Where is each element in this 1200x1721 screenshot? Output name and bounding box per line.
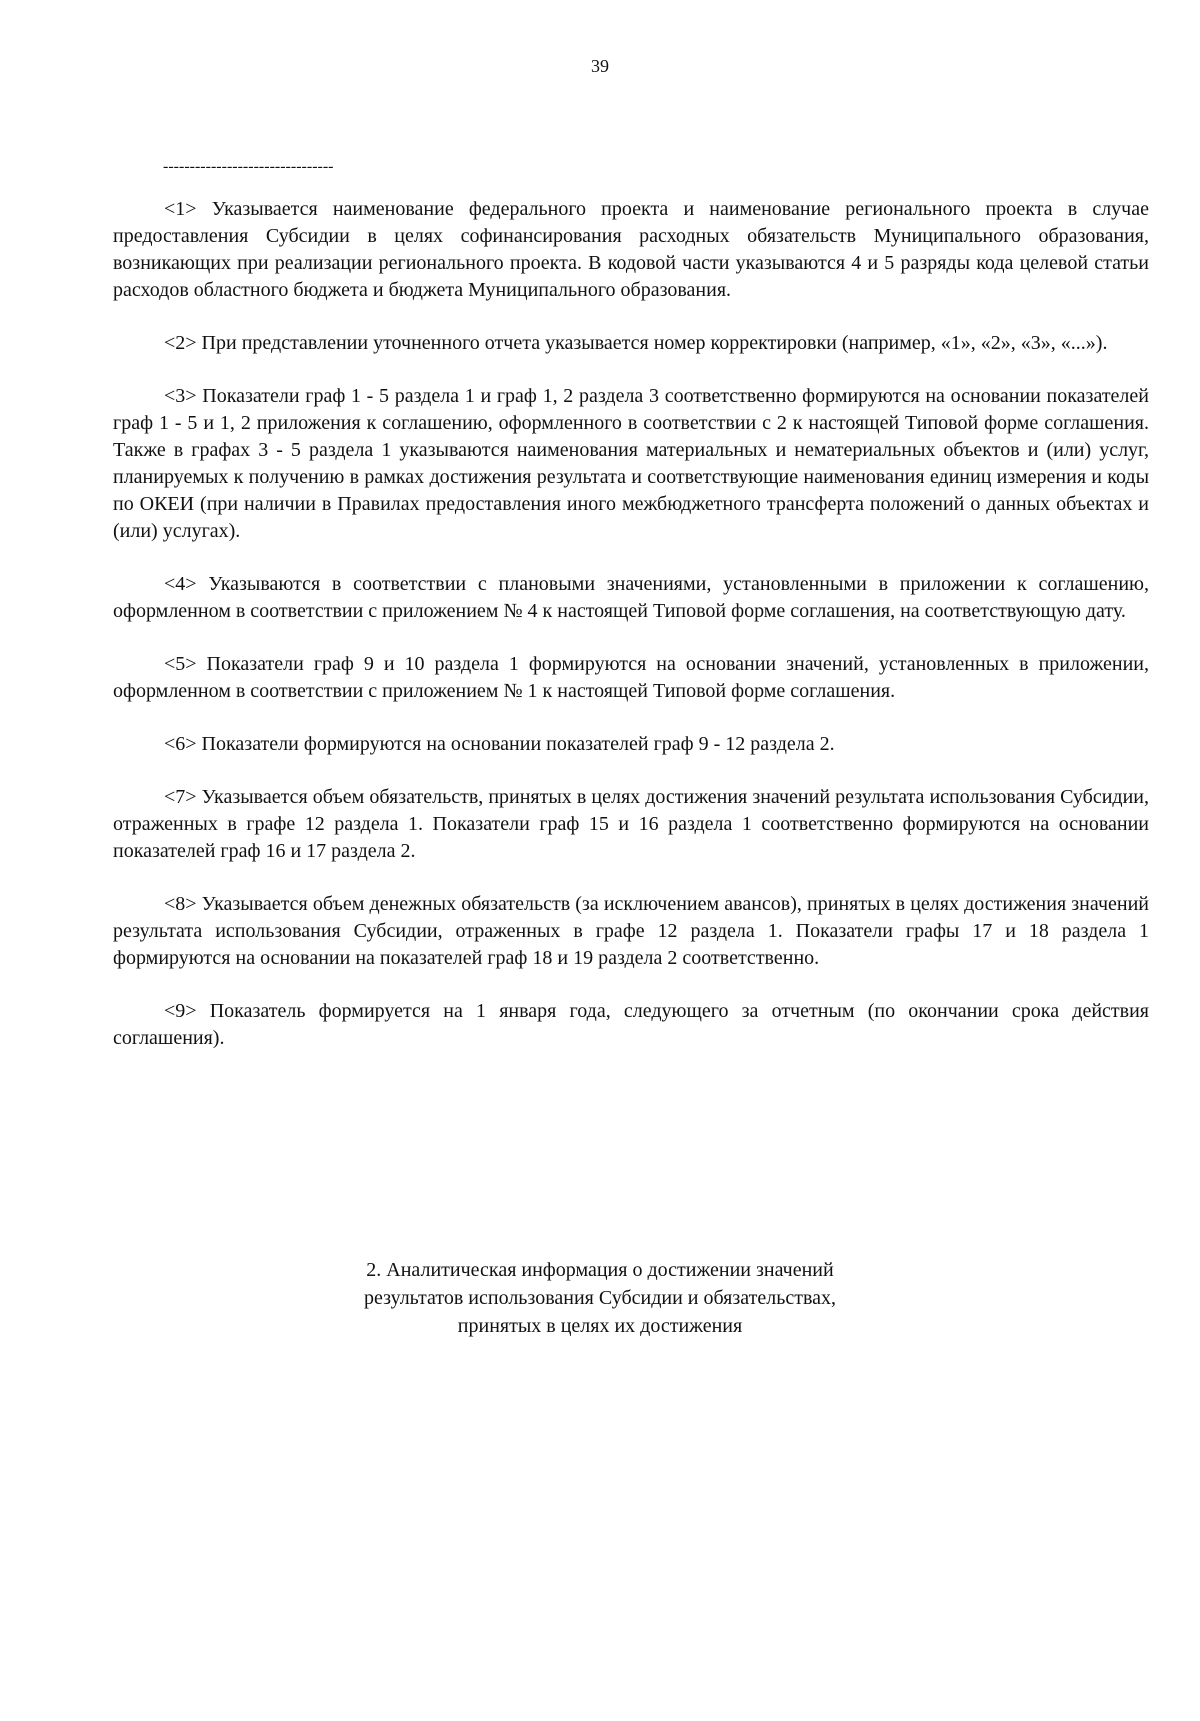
footnote-8: <8> Указывается объем денежных обязательств (за исключением авансов), принятых в целях достижения значений результата использования Субсидии, отраженных в графе 12 раздела 1. Показатели графы 17 и 18 раздела 1 формируются на основании на показателей граф 18 и 19 раздела 2 соответственно. bbox=[113, 893, 1149, 969]
footnote-2: <2> При представлении уточненного отчета указывается номер корректировки (например, «1», «2», «3», «...»). bbox=[164, 332, 1108, 354]
footnote-separator: -------------------------------- bbox=[163, 158, 334, 175]
section-title-line-3: принятых в целях их достижения bbox=[457, 1315, 743, 1337]
footnote-5: <5> Показатели граф 9 и 10 раздела 1 формируются на основании значений, установленных в приложении, оформленном в соответствии с приложением № 1 к настоящей Типовой форме соглашения. bbox=[113, 653, 1149, 702]
footnotes-list bbox=[113, 196, 1149, 1078]
footnote-7: <7> Указывается объем обязательств, принятых в целях достижения значений результата использования Субсидии, отраженных в графе 12 раздела 1. Показатели граф 15 и 16 раздела 1 соответственно формируются на основании показателей граф 16 и 17 раздела 2. bbox=[113, 786, 1149, 862]
page-number: 39 bbox=[591, 56, 609, 76]
footnote-3: <3> Показатели граф 1 - 5 раздела 1 и граф 1, 2 раздела 3 соответственно формируются на основании показателей граф 1 - 5 и 1, 2 приложения к соглашению, оформленного в соответствии с 2 к настоящей Типовой форме соглашения. Также в графах 3 - 5 раздела 1 указываются наименования материальных и нематериальных объектов и (или) услуг, планируемых к получению в рамках достижения результата и соответствующие наименования единиц измерения и коды по ОКЕИ (при наличии в Правилах предоставления иного межбюджетного трансферта положений о данных объектах и (или) услугах). bbox=[113, 385, 1149, 542]
footnote-1: <1> Указывается наименование федерального проекта и наименование регионального проекта в случае предоставления Субсидии в целях софинансирования расходных обязательств Муниципального образования, возникающих при реализации регионального проекта. В кодовой части указываются 4 и 5 разряды кода целевой статьи расходов областного бюджета и бюджета Муниципального образования. bbox=[113, 198, 1149, 301]
section-title-line-1: 2. Аналитическая информация о достижении значений bbox=[366, 1259, 834, 1281]
section-title-line-2: результатов использования Субсидии и обязательствах, bbox=[363, 1287, 837, 1309]
footnote-9: <9> Показатель формируется на 1 января года, следующего за отчетным (по окончании срока действия соглашения). bbox=[113, 1000, 1149, 1049]
footnote-4: <4> Указываются в соответствии с плановыми значениями, установленными в приложении к соглашению, оформленном в соответствии с приложением № 4 к настоящей Типовой форме соглашения, на соответствующую дату. bbox=[113, 573, 1149, 622]
section-title bbox=[0, 1256, 1200, 1340]
footnote-6: <6> Показатели формируются на основании показателей граф 9 - 12 раздела 2. bbox=[164, 733, 835, 755]
